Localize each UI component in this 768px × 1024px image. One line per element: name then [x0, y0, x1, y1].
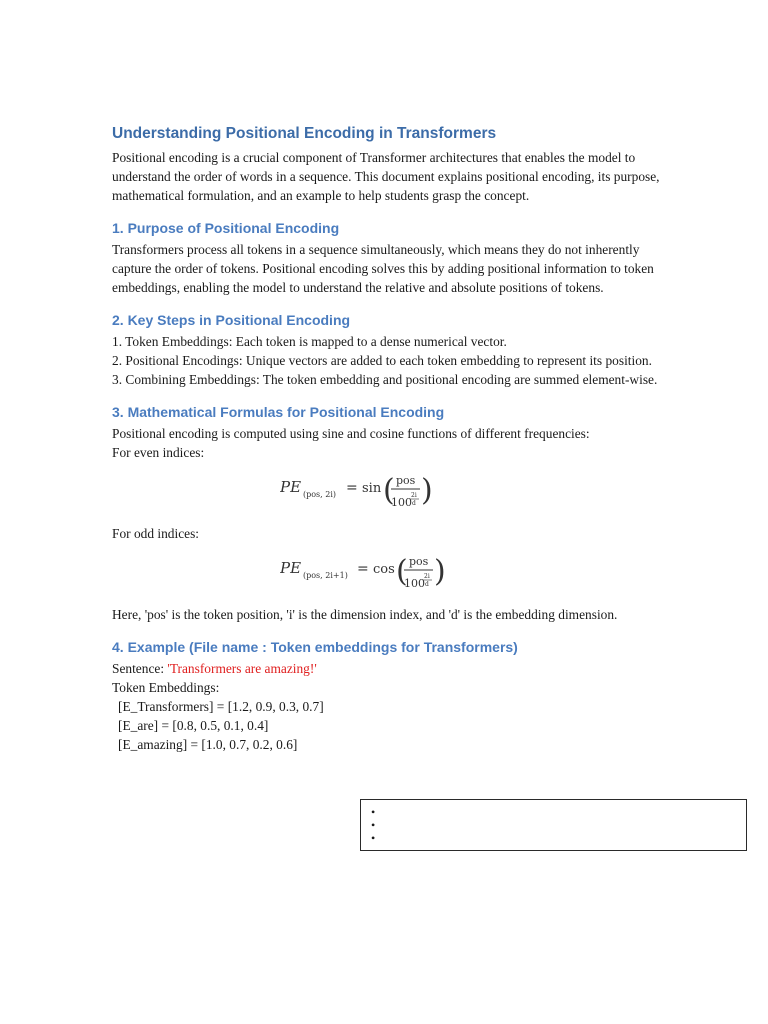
example-sentence: 'Transformers are amazing!'	[167, 661, 317, 676]
formula-subscript: (pos, 2i+1)	[303, 571, 348, 580]
formula-subscript: (pos, 2i)	[303, 490, 337, 499]
key-steps-list	[112, 332, 672, 389]
even-indices-label: For even indices:	[112, 445, 205, 460]
odd-indices-label: For odd indices:	[112, 526, 200, 541]
formula-exp-num: 2i	[424, 573, 430, 580]
svg-text:=: =	[357, 561, 369, 577]
odd-formula	[112, 543, 672, 605]
formula-numerator: pos	[396, 474, 416, 487]
formula-lhs: PE	[280, 478, 302, 496]
svg-text:(: (	[396, 554, 408, 589]
svg-text:(: (	[383, 473, 395, 508]
formula-note: Here, 'pos' is the token position, 'i' is the dimension index, and 'd' is the embedding dimension.	[112, 607, 618, 622]
formula-exp-den: d	[425, 581, 429, 588]
section-1-body: Transformers process all tokens in a sequence simultaneously, which means they do not inherently capture the order of tokens. Positional encoding solves this by adding positional information to token embeddings, enabling the model to understand the relative and absolute positions of tokens.	[112, 242, 654, 295]
even-formula	[112, 462, 672, 524]
bullet-item: •	[371, 818, 376, 832]
embedding-row: [E_amazing] = [1.0, 0.7, 0.2, 0.6]	[118, 737, 298, 752]
step-item: 3. Combining Embeddings: The token embedding and positional encoding are summed element-wise.	[112, 372, 658, 387]
sentence-line	[112, 659, 672, 678]
empty-bullet-box	[360, 799, 747, 851]
document	[112, 124, 672, 754]
formula-lhs: PE	[280, 559, 302, 577]
section-1-heading: 1. Purpose of Positional Encoding	[112, 220, 340, 236]
section-2-heading: 2. Key Steps in Positional Encoding	[112, 312, 351, 328]
embedding-row: [E_Transformers] = [1.2, 0.9, 0.3, 0.7]	[118, 699, 324, 714]
formula-exp-den: d	[412, 500, 416, 507]
embeddings-label: Token Embeddings:	[112, 680, 220, 695]
section-3-heading: 3. Mathematical Formulas for Positional Encoding	[112, 404, 445, 420]
section-3-intro: Positional encoding is computed using sine and cosine functions of different frequencies:	[112, 426, 590, 441]
formula-function: sin	[362, 481, 382, 496]
formula-base: 100	[391, 496, 412, 509]
svg-text:): )	[434, 554, 446, 589]
section-4-heading: 4. Example (File name : Token embeddings for Transformers)	[112, 639, 518, 655]
embedding-row: [E_are] = [0.8, 0.5, 0.1, 0.4]	[118, 718, 269, 733]
step-item: 1. Token Embeddings: Each token is mapped to a dense numerical vector.	[112, 334, 507, 349]
bullet-list	[361, 800, 746, 845]
embeddings-list	[112, 697, 672, 754]
svg-text:=: =	[346, 480, 358, 496]
page-title: Understanding Positional Encoding in Transformers	[112, 125, 497, 142]
bullet-item: •	[371, 831, 376, 845]
step-item: 2. Positional Encodings: Unique vectors are added to each token embedding to represent its position.	[112, 353, 652, 368]
bullet-item: •	[371, 805, 376, 819]
formula-exp-num: 2i	[411, 492, 417, 499]
sentence-label: Sentence:	[112, 661, 168, 676]
svg-text:): )	[421, 473, 433, 508]
formula-base: 100	[404, 577, 425, 590]
formula-function: cos	[373, 562, 395, 577]
formula-numerator: pos	[409, 555, 429, 568]
intro-paragraph: Positional encoding is a crucial component of Transformer architectures that enables the model to understand the order of words in a sequence. This document explains positional encoding, its purpose, mathematical formulation, and an example to help students grasp the concept.	[112, 150, 660, 203]
